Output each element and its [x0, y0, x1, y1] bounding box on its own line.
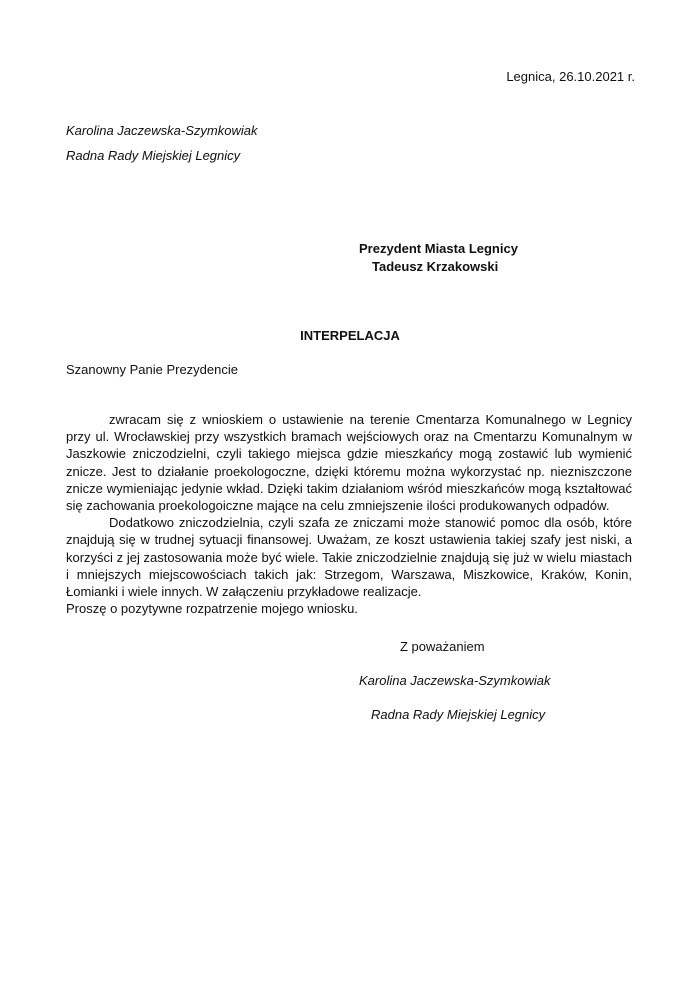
salutation: Szanowny Panie Prezydencie [66, 362, 238, 377]
body-paragraph-1: zwracam się z wnioskiem o ustawienie na terenie Cmentarza Komunalnego w Legnicy przy ul. Wrocławskiej przy wszystkich bramach wejściowych oraz na Cmentarzu Komunalnym w Jaszkowie zniczodzielni, czyli takiego miejsca gdzie mieszkańcy mogą zostawić lub wymienić znicze. Jest to działanie proekologoczne, dzięki któremu można wykorzystać np. niezniszczone znicze wymieniając jedynie wkład. Dzięki takim działaniom wśród mieszkańców mogą kształtować się zachowania proekologoiczne mające na celu zmniejszenie ilości produkowanych odpadów. [66, 412, 632, 514]
recipient-title: Prezydent Miasta Legnicy [359, 241, 518, 256]
signature-name: Karolina Jaczewska-Szymkowiak [359, 673, 551, 688]
sender-name: Karolina Jaczewska-Szymkowiak [66, 123, 258, 138]
signature-title: Radna Rady Miejskiej Legnicy [371, 707, 546, 722]
body-paragraph-3: Proszę o pozytywne rozpatrzenie mojego wniosku. [66, 601, 358, 617]
recipient-name: Tadeusz Krzakowski [372, 259, 499, 274]
letter-body [66, 411, 632, 617]
document-title: INTERPELACJA [300, 328, 400, 343]
sender-title: Radna Rady Miejskiej Legnicy [66, 148, 241, 163]
closing-phrase: Z poważaniem [400, 639, 485, 654]
body-paragraph-2: Dodatkowo zniczodzielnia, czyli szafa ze zniczami może stanowić pomoc dla osób, które znajdują się w trudnej sytuacji finansowej. Uważam, ze koszt ustawienia takiej szafy jest niski, a korzyści z jej zastosowania może być wiele. Takie zniczodzielnie znajdują się już w wielu miastach i mniejszych miejscowościach takich jak: Strzegom, Warszawa, Miszkowice, Kraków, Konin, Łomianki i wiele innych. W załączeniu przykładowe realizacje. [66, 515, 632, 600]
place-date: Legnica, 26.10.2021 r. [506, 69, 635, 84]
